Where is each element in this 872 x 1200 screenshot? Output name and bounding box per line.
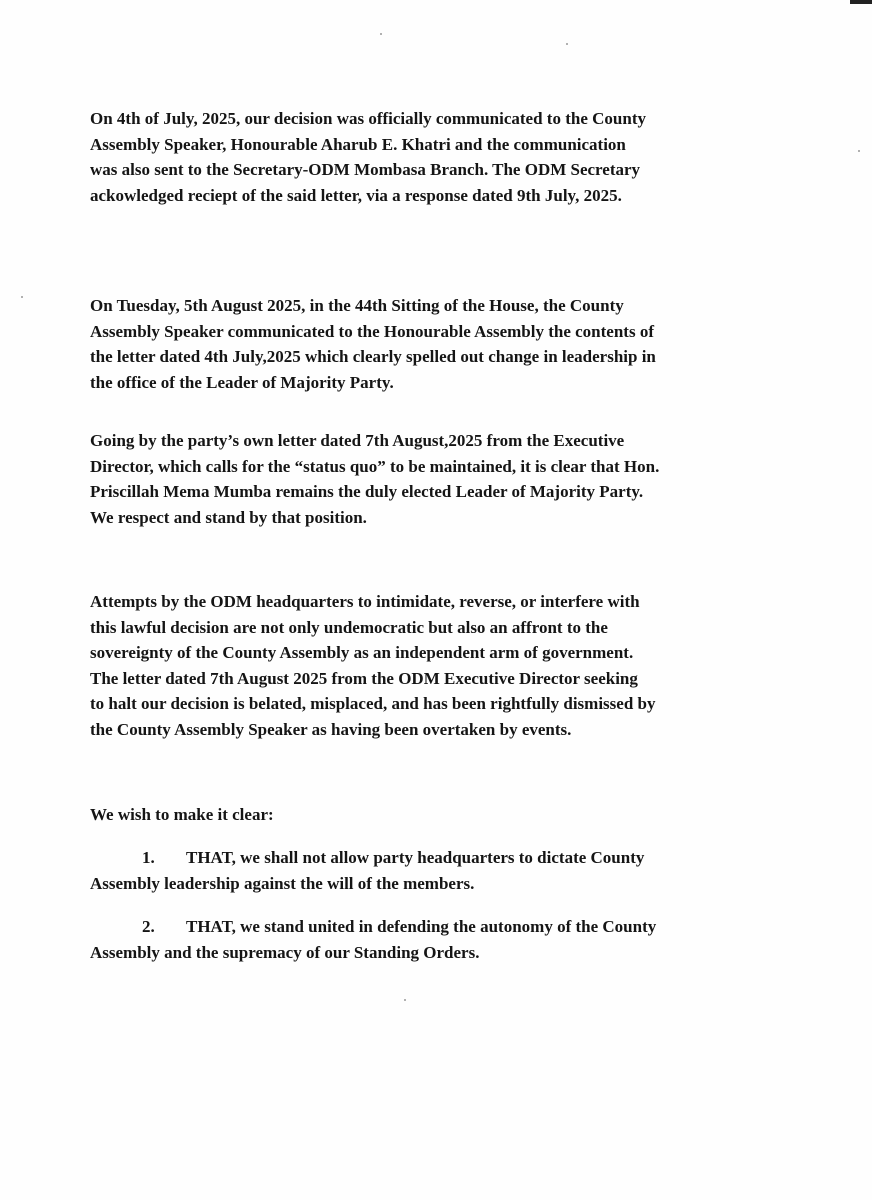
text-line: Attempts by the ODM headquarters to intimidate, reverse, or interfere with	[90, 592, 640, 611]
scan-speck	[858, 150, 860, 152]
scan-speck	[566, 43, 568, 45]
text-line: Priscillah Mema Mumba remains the duly elected Leader of Majority Party.	[90, 482, 644, 501]
resolution-number: 2.	[142, 917, 155, 936]
text-line: On 4th of July, 2025, our decision was officially communicated to the County	[90, 109, 646, 128]
text-line: the letter dated 4th July,2025 which clearly spelled out change in leadership in	[90, 347, 656, 366]
text-line: We wish to make it clear:	[90, 805, 274, 824]
resolution-text: THAT, we shall not allow party headquarters to dictate County	[186, 848, 645, 867]
scan-speck	[380, 33, 382, 35]
text-line: ackowledged reciept of the said letter, via a response dated 9th July, 2025.	[90, 185, 622, 205]
text-line: sovereignty of the County Assembly as an independent arm of government.	[90, 643, 634, 662]
paragraph-status-quo	[90, 428, 762, 530]
text-line: Assembly Speaker communicated to the Honourable Assembly the contents of	[90, 321, 654, 341]
resolution-text: THAT, we stand united in defending the autonomy of the County	[186, 917, 657, 936]
text-line: was also sent to the Secretary-ODM Mombasa Branch. The ODM Secretary	[90, 160, 641, 179]
resolution-number: 1.	[142, 848, 155, 867]
text-line: Assembly Speaker, Honourable Aharub E. Khatri and the communication	[90, 134, 626, 154]
resolution-item-2	[90, 914, 762, 965]
text-line: Director, which calls for the “status quo” to be maintained, it is clear that Hon.	[90, 456, 660, 476]
text-line: this lawful decision are not only undemocratic but also an affront to the	[90, 617, 608, 637]
text-line: to halt our decision is belated, misplaced, and has been rightfully dismissed by	[90, 694, 656, 713]
resolution-continuation: Assembly and the supremacy of our Standing Orders.	[90, 942, 480, 962]
scan-edge-mark	[850, 0, 872, 4]
paragraph-odm-attempts	[90, 589, 762, 742]
resolution-first-line	[90, 914, 762, 940]
text-line: Going by the party’s own letter dated 7th August,2025 from the Executive	[90, 431, 625, 450]
text-line: On Tuesday, 5th August 2025, in the 44th Sitting of the House, the County	[90, 296, 624, 315]
paragraph-assembly-sitting	[90, 293, 762, 395]
scan-speck	[21, 296, 23, 298]
text-line: the County Assembly Speaker as having been overtaken by events.	[90, 719, 572, 739]
resolution-first-line	[90, 845, 762, 871]
text-line: We respect and stand by that position.	[90, 507, 367, 527]
scan-speck	[404, 999, 406, 1001]
text-line: The letter dated 7th August 2025 from the ODM Executive Director seeking	[90, 668, 638, 688]
resolution-item-1	[90, 845, 762, 896]
text-line: the office of the Leader of Majority Party.	[90, 372, 394, 392]
paragraph-clear-statement	[90, 802, 762, 828]
paragraph-communication	[90, 106, 762, 208]
resolution-continuation: Assembly leadership against the will of the members.	[90, 873, 475, 893]
